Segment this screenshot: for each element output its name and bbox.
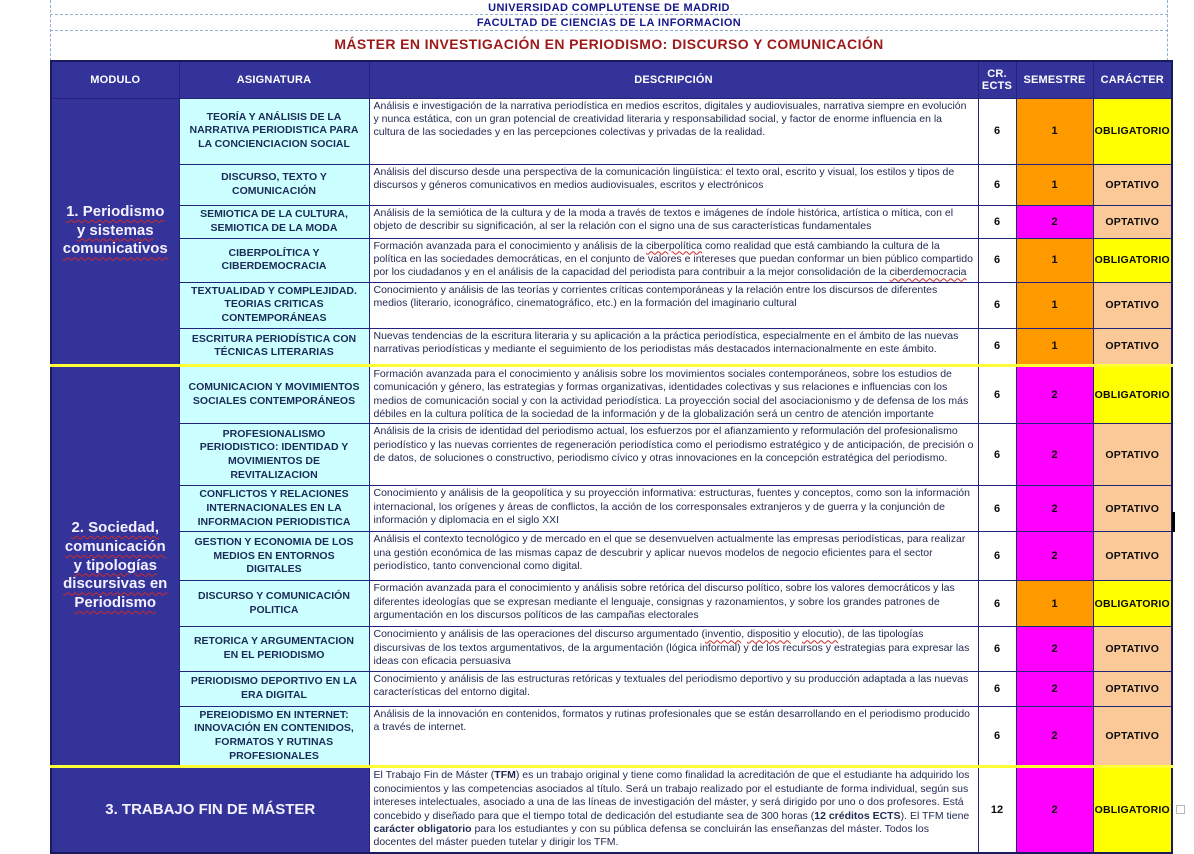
semestre-cell[interactable]: 2 — [1016, 532, 1093, 581]
module-cell[interactable] — [51, 365, 179, 767]
table-body — [51, 98, 1172, 853]
caracter-cell[interactable]: OBLIGATORIO — [1093, 98, 1172, 164]
descripcion-cell[interactable]: Conocimiento y análisis de las estructuras retóricas y textuales del periodismo deportivo y su producción adaptada a las nuevas características del entorno digital. — [369, 671, 978, 706]
semestre-cell[interactable]: 2 — [1016, 706, 1093, 767]
module-cell[interactable] — [51, 767, 369, 853]
course-row — [51, 205, 1172, 238]
spellcheck-word: dispositio — [747, 628, 791, 641]
descripcion-cell[interactable]: Análisis de la innovación en contenidos, formatos y rutinas profesionales que se están desarrollando en el periodismo producido a través de internet. — [369, 706, 978, 767]
descripcion-cell[interactable]: Conocimiento y análisis de las operaciones del discurso argumentado (inventio, dispositio y elocutio), de las tipologías discursivas de los textos argumentativos, de la argumentación (lógica informal) y de los recursos y estrategias para expresar las ideas con eficacia persuasiva — [369, 627, 978, 671]
semestre-cell[interactable]: 2 — [1016, 486, 1093, 532]
ects-cell[interactable]: 6 — [978, 205, 1016, 238]
faculty-heading: FACULTAD DE CIENCIAS DE LA INFORMACION — [476, 17, 742, 29]
caracter-cell[interactable]: OPTATIVO — [1093, 164, 1172, 205]
caracter-cell[interactable]: OPTATIVO — [1093, 205, 1172, 238]
spellcheck-word: ciberdemocracia — [889, 266, 967, 279]
caracter-cell[interactable]: OPTATIVO — [1093, 486, 1172, 532]
ects-cell[interactable]: 6 — [978, 424, 1016, 486]
course-row — [51, 486, 1172, 532]
caracter-cell[interactable]: OPTATIVO — [1093, 627, 1172, 671]
asignatura-cell[interactable]: SEMIOTICA DE LA CULTURA, SEMIOTICA DE LA MODA — [179, 205, 369, 238]
semestre-cell[interactable]: 1 — [1016, 164, 1093, 205]
ects-cell[interactable]: 6 — [978, 671, 1016, 706]
caracter-cell[interactable]: OBLIGATORIO — [1093, 767, 1172, 853]
course-row — [51, 164, 1172, 205]
ects-cell[interactable]: 6 — [978, 164, 1016, 205]
descripcion-cell[interactable]: Análisis de la semiótica de la cultura y de la moda a través de textos e imágenes de índole histórica, artística o mítica, con el objeto de describir su significación, al ser la relación con el signo una de sus características fundamentales — [369, 205, 978, 238]
module-label: 3. TRABAJO FIN DE MÁSTER — [105, 800, 316, 818]
caracter-cell[interactable]: OPTATIVO — [1093, 532, 1172, 581]
caracter-cell[interactable]: OBLIGATORIO — [1093, 365, 1172, 424]
ects-cell[interactable]: 6 — [978, 238, 1016, 282]
spellcheck-word: elocutio — [801, 628, 839, 641]
asignatura-cell[interactable]: GESTION Y ECONOMIA DE LOS MEDIOS EN ENTORNOS DIGITALES — [179, 532, 369, 581]
caracter-cell[interactable]: OPTATIVO — [1093, 282, 1172, 328]
caracter-cell[interactable]: OPTATIVO — [1093, 706, 1172, 767]
asignatura-cell[interactable]: DISCURSO, TEXTO Y COMUNICACIÓN — [179, 164, 369, 205]
descripcion-cell[interactable]: Conocimiento y análisis de las teorías y corrientes críticas contemporáneas y la relación entre los discursos de diferentes medios (literario, iconográfico, cinematográfico, etc.) en la formación del imaginario cultural — [369, 282, 978, 328]
semestre-cell[interactable]: 1 — [1016, 98, 1093, 164]
program-table — [50, 60, 1173, 854]
column-header-semestre[interactable]: SEMESTRE — [1016, 61, 1093, 98]
semestre-cell[interactable]: 2 — [1016, 205, 1093, 238]
course-row — [51, 627, 1172, 671]
semestre-cell[interactable]: 1 — [1016, 581, 1093, 627]
asignatura-cell[interactable]: PEREIODISMO EN INTERNET: INNOVACIÓN EN CONTENIDOS, FORMATOS Y RUTINAS PROFESIONALES — [179, 706, 369, 767]
caracter-cell[interactable]: OPTATIVO — [1093, 328, 1172, 365]
descripcion-cell[interactable]: Análisis el contexto tecnológico y de mercado en el que se desenvuelven actualmente las empresas periodísticas, para realizar una gestión económica de las mismas capaz de descubrir y aplicar nuevos modelos de negocio eficientes para el sector periodístico, tanto convencional como digital. — [369, 532, 978, 581]
ects-cell[interactable]: 6 — [978, 98, 1016, 164]
semestre-cell[interactable]: 2 — [1016, 424, 1093, 486]
ects-cell[interactable]: 6 — [978, 627, 1016, 671]
descripcion-cell[interactable]: Formación avanzada para el conocimiento y análisis de la ciberpolítica como realidad que está cambiando la cultura de la política en las sociedades democráticas, en el conjunto de valores e intereses que puedan conformar un bien público compartido por los ciudadanos y en el análisis de la capacidad del periodista para contribuir a la mejor consolidación de la ciberdemocracia — [369, 238, 978, 282]
page-break-line-horizontal — [50, 30, 1168, 31]
course-row — [51, 365, 1172, 424]
semestre-cell[interactable]: 2 — [1016, 767, 1093, 853]
course-row — [51, 767, 1172, 853]
descripcion-cell[interactable]: Análisis del discurso desde una perspectiva de la comunicación lingüística: el texto oral, escrito y visual, los estilos y tipos de discursos y géneros comunicativos en medios audiovisuales, escritos y electrónicos — [369, 164, 978, 205]
descripcion-cell[interactable]: Análisis e investigación de la narrativa periodística en medios escritos, digitales y audiovisuales, narrativa siempre en evolución y nunca estática, con un gran potencial de creatividad literaria y responsabilidad social, y factor de enorme influencia en la cultura de las sociedades y en las percepciones colectivas y privadas de la realidad. — [369, 98, 978, 164]
text-cursor-artifact — [1172, 512, 1175, 532]
ects-cell[interactable]: 6 — [978, 532, 1016, 581]
asignatura-cell[interactable]: TEXTUALIDAD Y COMPLEJIDAD. TEORIAS CRITICAS CONTEMPORÁNEAS — [179, 282, 369, 328]
spellcheck-word: ciberpolítica — [646, 239, 703, 252]
course-row — [51, 98, 1172, 164]
university-heading: UNIVERSIDAD COMPLUTENSE DE MADRID — [488, 2, 730, 14]
ects-cell[interactable]: 6 — [978, 365, 1016, 424]
column-header-caracter[interactable]: CARÁCTER — [1093, 61, 1172, 98]
descripcion-cell[interactable]: Análisis de la crisis de identidad del periodismo actual, los esfuerzos por el afianzamiento y reformulación del profesionalismo periodístico y las nuevas corrientes de regeneración periodística como el periodismo estratégico y de anticipación, de precisión o de datos, de soluciones o constructivo, periodismo cívico y otras innovaciones en la concepción estratégica del periodismo. — [369, 424, 978, 486]
caracter-cell[interactable]: OPTATIVO — [1093, 671, 1172, 706]
asignatura-cell[interactable]: PERIODISMO DEPORTIVO EN LA ERA DIGITAL — [179, 671, 369, 706]
module-label: 1. Periodismo y sistemas comunicativos — [62, 202, 168, 258]
page-corner-marker — [1176, 805, 1185, 814]
course-row — [51, 671, 1172, 706]
semestre-cell[interactable]: 2 — [1016, 671, 1093, 706]
descripcion-cell[interactable]: Formación avanzada para el conocimiento y análisis sobre los movimientos sociales contemporáneos, sobre los estudios de comunicación y género, las estrategias y formas organizativas, identidades colectivas y sus relaciones e influencias con los medios de comunicación social y con la actividad periodística. La proyección social del asociacionismo y de defensa de los más débiles en la cultura política de la sociedad de la información y de la globalización será un centro de atención importante — [369, 365, 978, 424]
course-row — [51, 238, 1172, 282]
asignatura-cell[interactable]: DISCURSO Y COMUNICACIÓN POLITICA — [179, 581, 369, 627]
semestre-cell[interactable]: 2 — [1016, 365, 1093, 424]
caracter-cell[interactable]: OPTATIVO — [1093, 424, 1172, 486]
module-label: 2. Sociedad, comunicación y tipologías discursivas en Periodismo — [63, 519, 168, 612]
column-header-modulo[interactable]: MODULO — [51, 61, 179, 98]
ects-cell[interactable]: 12 — [978, 767, 1016, 853]
table-header-row — [51, 61, 1172, 98]
column-header-descripcion[interactable]: DESCRIPCIÓN — [369, 61, 978, 98]
descripcion-cell[interactable]: El Trabajo Fin de Máster (TFM) es un trabajo original y tiene como finalidad la acreditación de que el estudiante ha adquirido los conocimientos y las competencias asociados al título. Será un trabajo realizado por el estudiante de forma individual, según sus intereses intelectuales, asociado a una de las líneas de investigación del máster, y será dirigido por uno o dos profesores. Está concebido y diseñado para que el tiempo total de dedicación del estudiante sea de 300 horas (12 créditos ECTS). El TFM tiene carácter obligatorio para los estudiantes y con su pública defensa se concluirán las enseñanzas del máster. Todos los docentes del máster pueden tutelar y dirigir los TFM. — [369, 767, 978, 853]
column-header-asignatura[interactable]: ASIGNATURA — [179, 61, 369, 98]
column-header-cr-ects[interactable]: CR. ECTS — [978, 61, 1016, 98]
asignatura-cell[interactable]: CONFLICTOS Y RELACIONES INTERNACIONALES EN LA INFORMACION PERIODISTICA — [179, 486, 369, 532]
ects-cell[interactable]: 6 — [978, 581, 1016, 627]
ects-cell[interactable]: 6 — [978, 486, 1016, 532]
semestre-cell[interactable]: 1 — [1016, 238, 1093, 282]
course-row — [51, 424, 1172, 486]
caracter-cell[interactable]: OBLIGATORIO — [1093, 238, 1172, 282]
descripcion-cell[interactable]: Formación avanzada para el conocimiento y análisis sobre retórica del discurso político, sobre los valores democráticos y las diferentes ideologías que se expresan mediante el lenguaje, consignas y razonamientos, y sobre los grandes patrones de argumentación en los discursos políticos de las campañas electorales — [369, 581, 978, 627]
course-row — [51, 581, 1172, 627]
descripcion-cell[interactable]: Nuevas tendencias de la escritura literaria y su aplicación a la práctica periodística, especialmente en el ámbito de las nuevas narrativas periodísticas y mediante el seguimiento de los periodistas más destacados internacionalmente en este ámbito. — [369, 328, 978, 365]
module-cell[interactable] — [51, 98, 179, 365]
descripcion-cell[interactable]: Conocimiento y análisis de la geopolítica y su proyección informativa: estructuras, fuentes y conceptos, como son la información internacional, los orígenes y áreas de conflictos, la acción de los corresponsales extranjeros y de guerra y la conjunción de información y diplomacia en el siglo XXI — [369, 486, 978, 532]
ects-cell[interactable]: 6 — [978, 706, 1016, 767]
page-break-line-horizontal — [50, 14, 1168, 15]
asignatura-cell[interactable]: COMUNICACION Y MOVIMIENTOS SOCIALES CONTEMPORÁNEOS — [179, 365, 369, 424]
ects-cell[interactable]: 6 — [978, 282, 1016, 328]
spellcheck-word: inventio — [705, 628, 742, 641]
asignatura-cell[interactable]: PROFESIONALISMO PERIODISTICO: IDENTIDAD Y MOVIMIENTOS DE REVITALIZACION — [179, 424, 369, 486]
course-row — [51, 706, 1172, 767]
caracter-cell[interactable]: OBLIGATORIO — [1093, 581, 1172, 627]
course-row — [51, 282, 1172, 328]
course-row — [51, 532, 1172, 581]
asignatura-cell[interactable]: TEORÍA Y ANÁLISIS DE LA NARRATIVA PERIODISTICA PARA LA CONCIENCIACION SOCIAL — [179, 98, 369, 164]
semestre-cell[interactable]: 1 — [1016, 282, 1093, 328]
asignatura-cell[interactable]: CIBERPOLÍTICA Y CIBERDEMOCRACIA — [179, 238, 369, 282]
semestre-cell[interactable]: 1 — [1016, 328, 1093, 365]
ects-cell[interactable]: 6 — [978, 328, 1016, 365]
master-title: MÁSTER EN INVESTIGACIÓN EN PERIODISMO: DISCURSO Y COMUNICACIÓN — [334, 36, 884, 52]
asignatura-cell[interactable]: RETORICA Y ARGUMENTACION EN EL PERIODISMO — [179, 627, 369, 671]
course-row — [51, 328, 1172, 365]
semestre-cell[interactable]: 2 — [1016, 627, 1093, 671]
asignatura-cell[interactable]: ESCRITURA PERIODÍSTICA CON TÉCNICAS LITERARIAS — [179, 328, 369, 365]
